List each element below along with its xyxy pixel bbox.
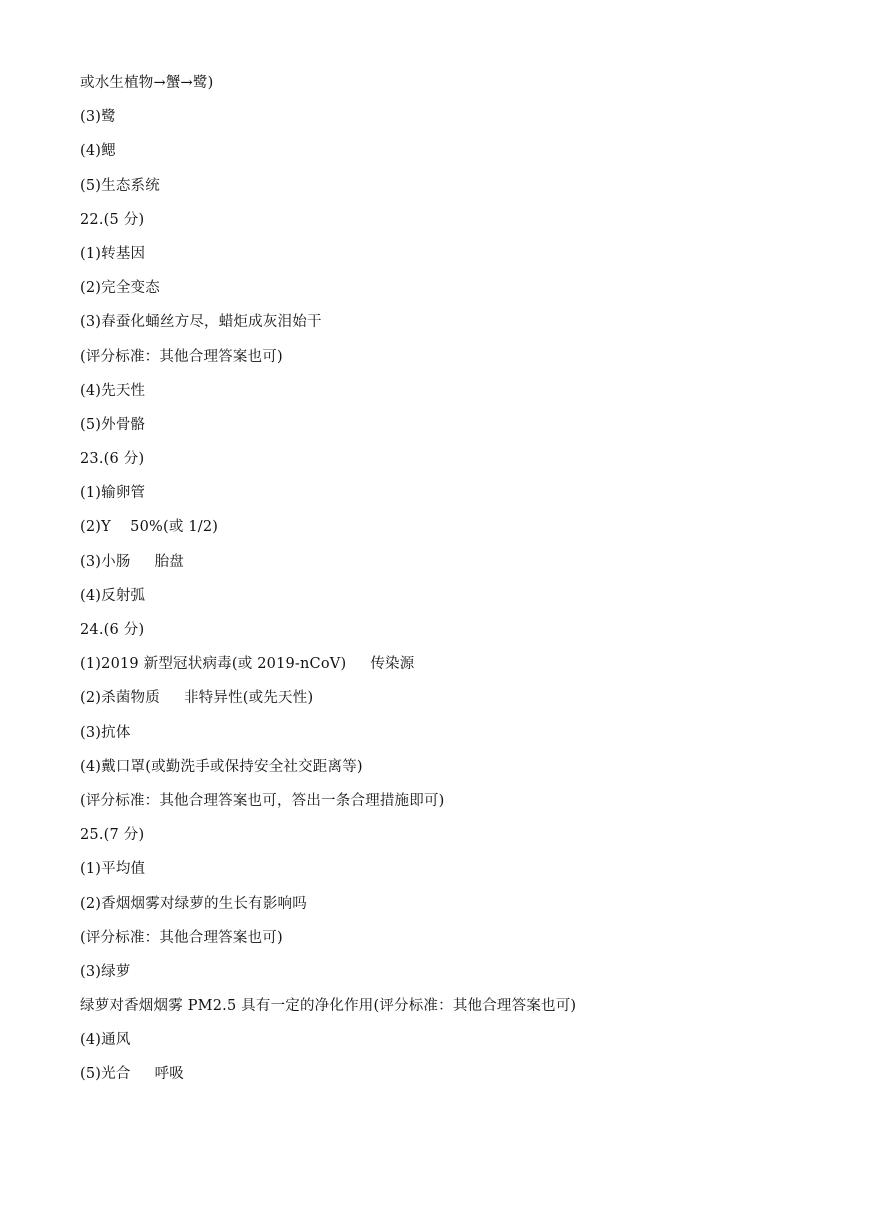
text-line: (3)抗体 <box>80 724 131 741</box>
section-heading: 23.(6 分) <box>80 451 145 468</box>
text-line: 绿萝对香烟烟雾 PM2.5 具有一定的净化作用(评分标准：其他合理答案也可) <box>80 998 577 1015</box>
text-line: 或水生植物→蟹→鹭) <box>80 75 214 91</box>
text-line: (5)光合 呼吸 <box>80 1066 184 1083</box>
answer-document <box>80 71 840 1097</box>
text-line: (3)绿萝 <box>80 963 131 980</box>
text-line: (5)生态系统 <box>80 177 160 194</box>
text-line: (4)鳃 <box>80 143 116 160</box>
text-line: (4)先天性 <box>80 382 146 399</box>
text-line: (1)转基因 <box>80 245 146 262</box>
text-line: (3)小肠 胎盘 <box>80 553 184 570</box>
text-line: (3)春蚕化蛹丝方尽，蜡炬成灰泪始干 <box>80 314 322 331</box>
section-heading: 24.(6 分) <box>80 622 145 638</box>
text-line: (2)完全变态 <box>80 280 160 297</box>
text-line: (2)香烟烟雾对绿萝的生长有影响吗 <box>80 895 307 912</box>
section-heading: 25.(7 分) <box>80 827 145 844</box>
text-line: (3)鹭 <box>80 109 116 126</box>
scoring-note: (评分标准：其他合理答案也可，答出一条合理措施即可) <box>80 792 445 809</box>
section-heading: 22.(5 分) <box>80 211 145 228</box>
text-line: (2)杀菌物质 非特异性(或先天性) <box>80 690 314 707</box>
text-line: (4)通风 <box>80 1032 131 1049</box>
text-line: (1)平均值 <box>80 861 146 878</box>
text-line: (4)反射弧 <box>80 587 146 604</box>
text-line: (2)Y 50%(或 1/2) <box>80 519 219 536</box>
text-line: (4)戴口罩(或勤洗手或保持安全社交距离等) <box>80 758 363 775</box>
scoring-note: (评分标准：其他合理答案也可) <box>80 929 283 946</box>
text-line: (1)输卵管 <box>80 485 146 502</box>
scoring-note: (评分标准：其他合理答案也可) <box>80 348 283 365</box>
text-line: (1)2019 新型冠状病毒(或 2019-nCoV) 传染源 <box>80 656 415 673</box>
text-line: (5)外骨骼 <box>80 416 146 433</box>
